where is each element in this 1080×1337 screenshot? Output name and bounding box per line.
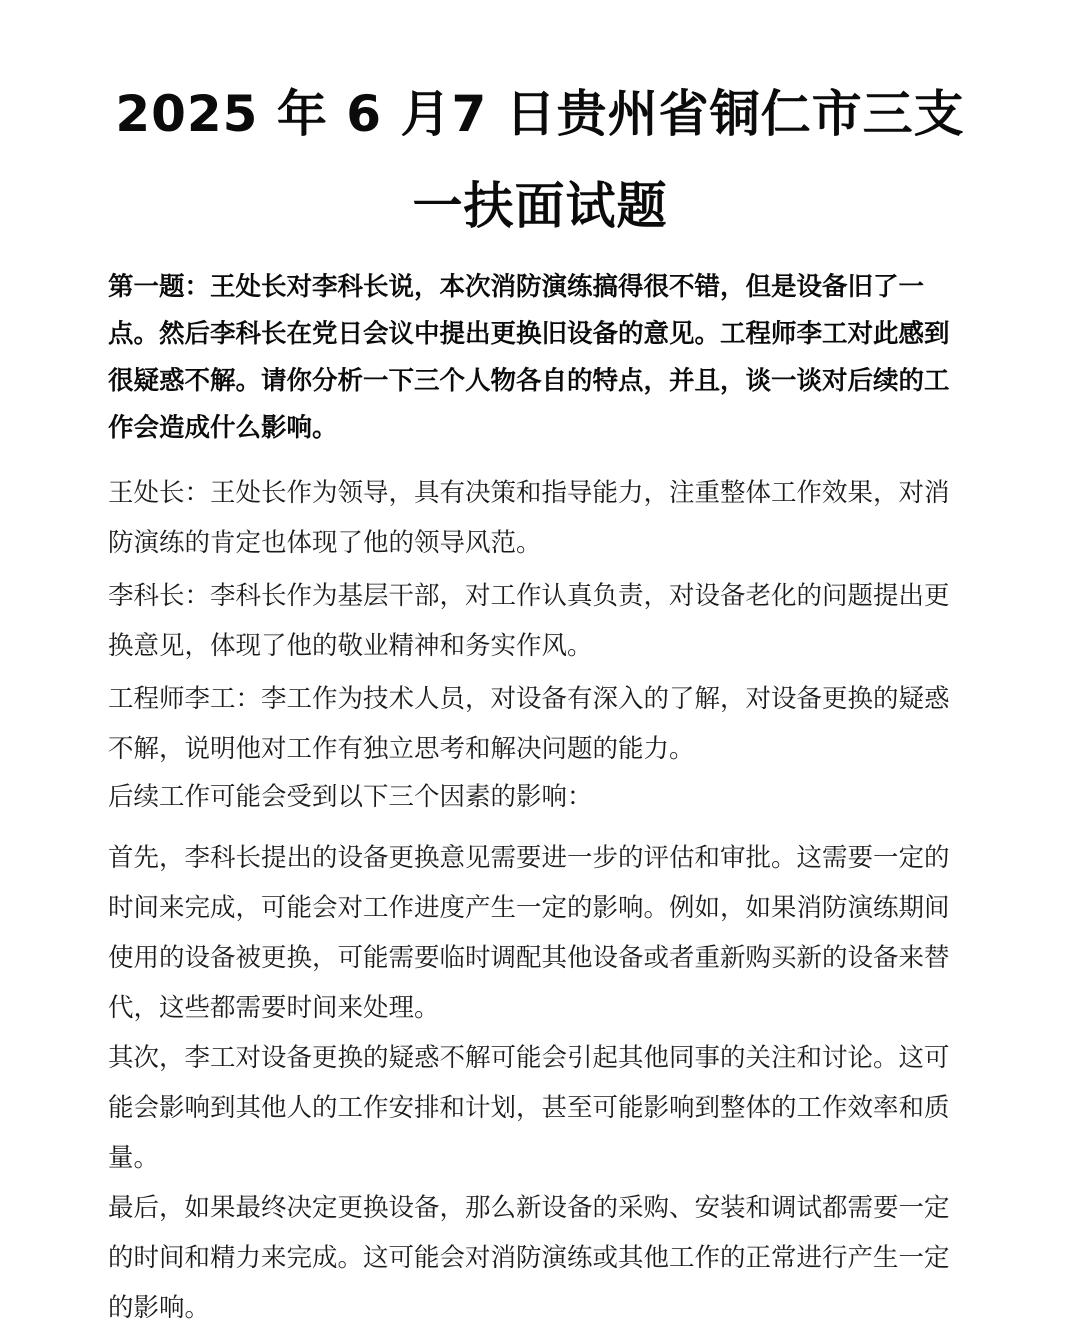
page-title-line-1: 2025 年 6 月7 日贵州省铜仁市三支: [115, 85, 965, 143]
answer-paragraph-impact-intro: 后续工作可能会受到以下三个因素的影响：: [108, 782, 593, 812]
question-text: 第一题：王处长对李科长说，本次消防演练搞得很不错，但是设备旧了一点。然后李科长在党日会议中提出更换旧设备的意见。工程师李工对此感到很疑惑不解。请你分析一下三个人物各自的特点，并且，谈一谈对后续的工作会造成什么影响。: [108, 272, 950, 443]
answer-paragraph-director-wang: 王处长：王处长作为领导，具有决策和指导能力，注重整体工作效果，对消防演练的肯定也体现了他的领导风范。: [108, 478, 950, 558]
answer-paragraph-last: 最后，如果最终决定更换设备，那么新设备的采购、安装和调试都需要一定的时间和精力来完成。这可能会对消防演练或其他工作的正常进行产生一定的影响。: [108, 1193, 950, 1323]
answer-paragraph-first: 首先，李科长提出的设备更换意见需要进一步的评估和审批。这需要一定的时间来完成，可能会对工作进度产生一定的影响。例如，如果消防演练期间使用的设备被更换，可能需要临时调配其他设备或者重新购买新的设备来替代，这些都需要时间来处理。: [108, 843, 950, 1023]
answer-paragraph-second: 其次，李工对设备更换的疑惑不解可能会引起其他同事的关注和讨论。这可能会影响到其他人的工作安排和计划，甚至可能影响到整体的工作效率和质量。: [108, 1043, 950, 1173]
answer-paragraph-section-chief-li: 李科长：李科长作为基层干部，对工作认真负责，对设备老化的问题提出更换意见，体现了他的敬业精神和务实作风。: [108, 581, 950, 661]
answer-paragraph-engineer-li: 工程师李工：李工作为技术人员，对设备有深入的了解，对设备更换的疑惑不解，说明他对工作有独立思考和解决问题的能力。: [108, 684, 950, 764]
page-title-line-2: 一扶面试题: [412, 177, 668, 235]
